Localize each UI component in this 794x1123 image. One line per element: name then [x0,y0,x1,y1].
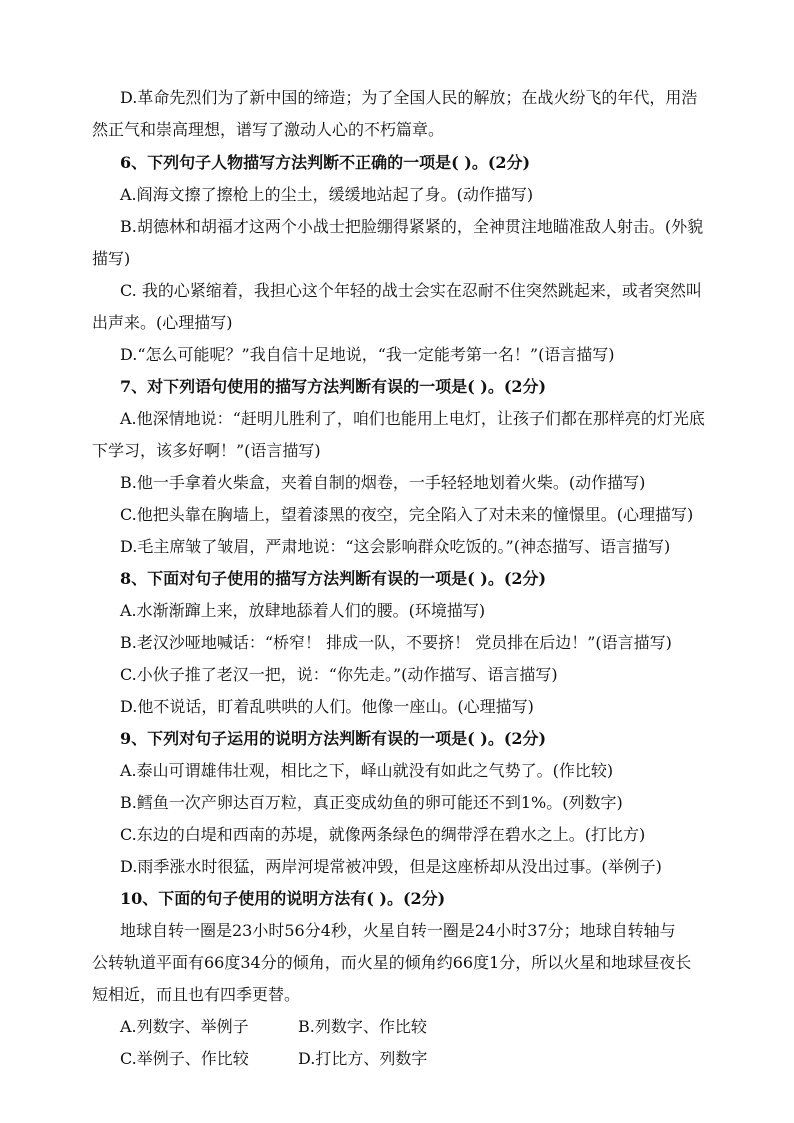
q10-passage-line2: 公转轨道平面有66度34分的倾角，而火星的倾角约66度1分，所以火星和地球昼夜长 [92,953,692,972]
q9-option-b: B.鳕鱼一次产卵达百万粒，真正变成幼鱼的卵可能还不到1%。(列数字) [120,793,623,812]
q9-option-c: C.东边的白堤和西南的苏堤，就像两条绿色的绸带浮在碧水之上。(打比方) [120,825,646,844]
q10-options-row1 [120,1015,427,1039]
q7-option-a-line2: 下学习，该多好啊！”(语言描写) [92,441,321,460]
q8-option-a: A.水渐渐蹿上来，放肆地舔着人们的腰。(环境描写) [120,601,486,620]
q10-option-d: D.打比方、列数字 [298,1049,428,1068]
q10-option-a: A.列数字、举例子 [120,1017,249,1036]
q8-option-d: D.他不说话，盯着乱哄哄的人们。他像一座山。(心理描写) [120,697,534,716]
q6-option-a: A.阎海文擦了擦枪上的尘土，缓缓地站起了身。(动作描写) [120,185,534,204]
q6-option-b-line1: B.胡德林和胡福才这两个小战士把脸绷得紧紧的，全神贯注地瞄准敌人射击。(外貌 [120,217,704,236]
question-10: 10、下面的句子使用的说明方法有( )。(2分) [120,889,446,908]
q7-option-d: D.毛主席皱了皱眉，严肃地说：“这会影响群众吃饭的。”(神态描写、语言描写) [120,537,671,556]
question-9: 9、下列对句子运用的说明方法判断有误的一项是( )。(2分) [120,729,547,748]
q7-option-b: B.他一手拿着火柴盒，夹着自制的烟卷，一手轻轻地划着火柴。(动作描写) [120,473,646,492]
q10-options-row2 [120,1047,427,1071]
q10-option-c: C.举例子、作比较 [120,1049,249,1068]
q6-option-c-line1: C. 我的心紧缩着，我担心这个年轻的战士会实在忍耐不住突然跳起来，或者突然叫 [120,281,702,300]
q10-option-b: B.列数字、作比较 [298,1017,427,1036]
q6-option-c-line2: 出声来。(心理描写) [92,313,233,332]
q8-option-b: B.老汉沙哑地喊话：“桥窄！ 排成一队，不要挤！ 党员排在后边！”(语言描写) [120,633,672,652]
q6-option-b-line2: 描写) [92,249,131,268]
q9-option-d: D.雨季涨水时很猛，两岸河堤常被冲毁，但是这座桥却从没出过事。(举例子) [120,857,662,876]
q6-option-d: D.“怎么可能呢？”我自信十足地说，“我一定能考第一名！”(语言描写) [120,345,615,364]
q7-option-c: C.他把头靠在胸墙上，望着漆黑的夜空，完全陷入了对未来的憧憬里。(心理描写) [120,505,694,524]
q5-option-d-line2: 然正气和崇高理想，谱写了激动人心的不朽篇章。 [92,120,445,139]
q9-option-a: A.泰山可谓雄伟壮观，相比之下，峄山就没有如此之气势了。(作比较) [120,761,614,780]
q8-option-c: C.小伙子推了老汉一把，说：“你先走。”(动作描写、语言描写) [120,665,558,684]
question-6: 6、下列句子人物描写方法判断不正确的一项是( )。(2分) [120,153,531,172]
q10-passage-line3: 短相近，而且也有四季更替。 [92,985,301,1004]
question-8: 8、下面对句子使用的描写方法判断有误的一项是( )。(2分) [120,569,547,588]
question-7: 7、对下列语句使用的描写方法判断有误的一项是( )。(2分) [120,377,547,396]
q5-option-d-line1: D.革命先烈们为了新中国的缔造；为了全国人民的解放；在战火纷飞的年代，用浩 [120,88,698,107]
q10-passage-line1: 地球自转一圈是23小时56分4秒，火星自转一圈是24小时37分；地球自转轴与 [120,921,676,940]
q7-option-a-line1: A.他深情地说：“赶明儿胜利了，咱们也能用上电灯，让孩子们都在那样亮的灯光底 [120,409,705,428]
